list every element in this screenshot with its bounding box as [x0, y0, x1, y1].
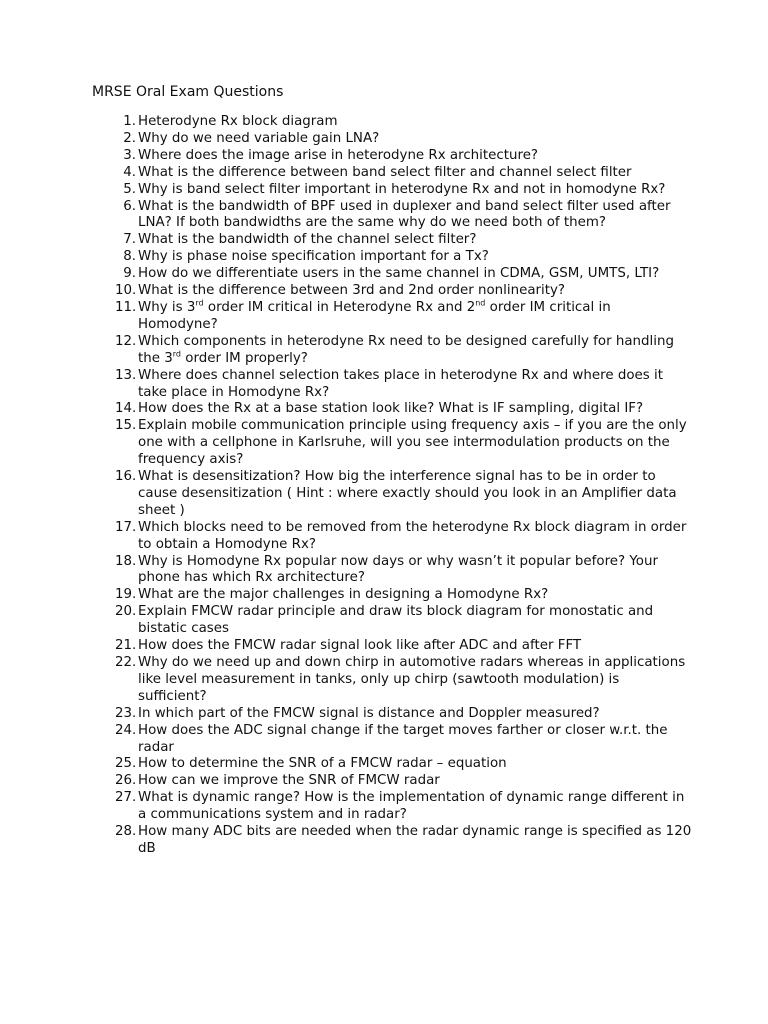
question-number: 9. — [123, 266, 136, 282]
question-text — [138, 114, 338, 129]
question-text — [138, 283, 565, 298]
question-number: 18. — [115, 553, 137, 569]
question-number: 15. — [115, 418, 137, 434]
question-item — [92, 266, 692, 283]
question-text — [138, 773, 440, 788]
question-number: 17. — [115, 519, 137, 535]
ordinal-superscript: rd — [172, 349, 181, 359]
ordinal-superscript: rd — [195, 298, 204, 308]
question-text-segment: What is desensitization? How big the interference signal has to be in order to cause desensitization ( Hint : where exactly should you look in an Amplifier data sheet ) — [138, 469, 677, 518]
question-item — [92, 418, 692, 469]
question-text-segment: What is dynamic range? How is the implementation of dynamic range different in a communications system and in radar? — [138, 790, 685, 823]
question-text — [138, 300, 611, 332]
question-text — [138, 706, 600, 721]
question-text-segment: order IM properly? — [181, 350, 308, 366]
question-number: 2. — [123, 130, 136, 146]
question-number: 19. — [115, 587, 137, 603]
question-item — [92, 520, 692, 554]
question-text-segment: How many ADC bits are needed when the radar dynamic range is specified as 120 dB — [138, 824, 692, 856]
question-text — [138, 266, 659, 281]
question-item — [92, 790, 692, 824]
question-number: 4. — [123, 164, 136, 180]
question-text — [138, 554, 658, 586]
question-text-segment: What is the difference between band select filter and channel select filter — [138, 164, 632, 180]
question-text-segment: What are the major challenges in designing a Homodyne Rx? — [138, 587, 549, 603]
question-text — [138, 824, 691, 856]
question-text-segment: How do we differentiate users in the same channel in CDMA, GSM, UMTS, LTI? — [138, 266, 660, 282]
question-number: 5. — [123, 181, 136, 197]
question-item — [92, 469, 692, 520]
question-text-segment: Why is 3 — [138, 299, 196, 315]
question-text — [138, 790, 684, 822]
question-text — [138, 131, 379, 146]
question-text — [138, 723, 668, 755]
question-text — [138, 249, 489, 264]
question-text — [138, 165, 632, 180]
ordinal-superscript: nd — [475, 298, 486, 308]
question-item — [92, 655, 692, 706]
question-text-segment: Why do we need up and down chirp in automotive radars whereas in applications like level measurement in tanks, only up chirp (sawtooth modulation) is sufficient? — [138, 655, 686, 704]
question-item — [92, 723, 692, 757]
question-item — [92, 334, 692, 368]
question-number: 26. — [115, 773, 137, 789]
question-text-segment: Which blocks need to be removed from the heterodyne Rx block diagram in order to obtain a Homodyne Rx? — [138, 519, 687, 552]
question-item — [92, 824, 692, 858]
question-number: 20. — [115, 604, 137, 620]
question-number: 13. — [115, 367, 137, 383]
question-number: 22. — [115, 655, 137, 670]
question-text-segment: In which part of the FMCW signal is distance and Doppler measured? — [138, 705, 600, 721]
question-text-segment: Explain mobile communication principle using frequency axis – if you are the only one with a cellphone in Karlsruhe, will you see intermodulation products on the frequency axis? — [138, 418, 687, 468]
question-text — [138, 199, 671, 231]
question-item — [92, 165, 692, 182]
question-number: 27. — [115, 790, 137, 806]
question-text-segment: Where does the image arise in heterodyne Rx architecture? — [138, 147, 539, 163]
question-number: 1. — [123, 114, 136, 129]
question-text — [138, 520, 686, 552]
question-text-segment: order IM critical in Homodyne? — [138, 299, 611, 332]
question-item — [92, 706, 692, 723]
question-item — [92, 232, 692, 249]
question-text — [138, 148, 538, 163]
question-number: 3. — [123, 147, 136, 163]
question-number: 7. — [123, 232, 136, 248]
question-text — [138, 604, 653, 636]
question-item — [92, 182, 692, 199]
question-text — [138, 334, 674, 366]
question-text — [138, 638, 581, 653]
question-text-segment: Where does channel selection takes place in heterodyne Rx and where does it take place in Homodyne Rx? — [138, 367, 663, 400]
question-text — [138, 368, 663, 400]
question-item — [92, 638, 692, 655]
question-number: 21. — [115, 638, 137, 654]
question-item — [92, 554, 692, 588]
question-number: 6. — [123, 198, 136, 214]
question-text — [138, 469, 677, 518]
question-text-segment: Heterodyne Rx block diagram — [138, 114, 338, 129]
question-text-segment: Explain FMCW radar principle and draw its block diagram for monostatic and bistatic cases — [138, 604, 654, 637]
question-item — [92, 249, 692, 266]
question-item — [92, 114, 692, 131]
document-title: MRSE Oral Exam Questions — [92, 84, 284, 100]
question-item — [92, 131, 692, 148]
question-text-segment: What is the bandwidth of the channel select filter? — [138, 232, 477, 248]
question-text-segment: How to determine the SNR of a FMCW radar – equation — [138, 756, 507, 772]
question-item — [92, 604, 692, 638]
question-text-segment: What is the difference between 3rd and 2nd order nonlinearity? — [138, 283, 566, 299]
question-number: 8. — [123, 249, 136, 265]
question-item — [92, 401, 692, 418]
question-text-segment: How does the Rx at a base station look like? What is IF sampling, digital IF? — [138, 401, 644, 417]
question-number: 11. — [115, 299, 137, 315]
question-text-segment: Which components in heterodyne Rx need to be designed carefully for handling the 3 — [138, 333, 674, 366]
question-text-segment: Why is phase noise specification important for a Tx? — [138, 249, 489, 265]
question-text-segment: order IM critical in Heterodyne Rx and 2 — [203, 299, 476, 315]
question-list — [92, 114, 692, 858]
question-item — [92, 587, 692, 604]
question-number: 24. — [115, 722, 137, 738]
question-item — [92, 148, 692, 165]
question-text — [138, 756, 507, 771]
question-number: 16. — [115, 469, 137, 485]
question-number: 25. — [115, 756, 137, 772]
question-number: 12. — [115, 333, 137, 349]
question-item — [92, 199, 692, 233]
question-text — [138, 182, 665, 197]
question-item — [92, 300, 692, 334]
question-text-segment: Why do we need variable gain LNA? — [138, 130, 380, 146]
question-text — [138, 655, 685, 704]
question-number: 23. — [115, 705, 137, 721]
question-text — [138, 401, 643, 416]
question-text — [138, 587, 548, 602]
question-text — [138, 418, 687, 467]
question-item — [92, 773, 692, 790]
question-number: 14. — [115, 401, 137, 417]
question-text-segment: How does the ADC signal change if the target moves farther or closer w.r.t. the radar — [138, 722, 668, 755]
question-item — [92, 756, 692, 773]
question-item — [92, 283, 692, 300]
question-number: 28. — [115, 824, 137, 840]
question-text-segment: What is the bandwidth of BPF used in duplexer and band select filter used after LNA? If both bandwidths are the same why do we need both of them? — [138, 198, 671, 231]
question-text-segment: How can we improve the SNR of FMCW radar — [138, 773, 440, 789]
question-text-segment: Why is band select filter important in heterodyne Rx and not in homodyne Rx? — [138, 181, 666, 197]
question-text-segment: How does the FMCW radar signal look like after ADC and after FFT — [138, 638, 582, 654]
question-item — [92, 368, 692, 402]
question-text-segment: Why is Homodyne Rx popular now days or why wasn’t it popular before? Your phone has which Rx architecture? — [138, 553, 658, 586]
question-number: 10. — [115, 283, 137, 299]
question-text — [138, 232, 476, 247]
